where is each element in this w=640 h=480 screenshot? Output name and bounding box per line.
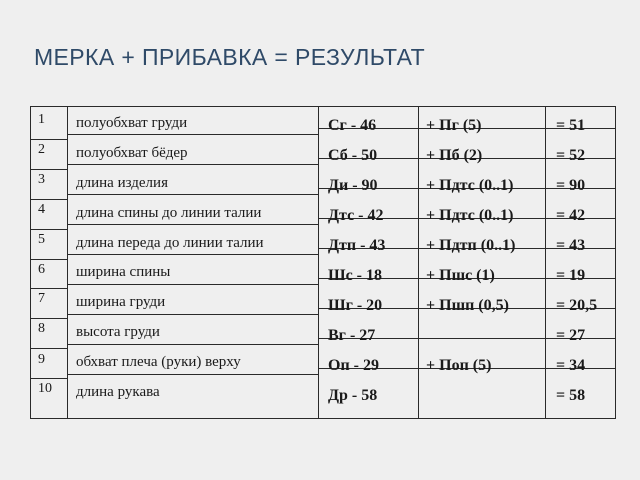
row-number: 3	[38, 172, 45, 187]
table-border-top	[30, 106, 616, 107]
row-number: 9	[38, 352, 45, 367]
row-divider	[30, 288, 68, 289]
measure-value: Сг - 46	[328, 117, 377, 134]
parameter-name: ширина спины	[76, 264, 171, 280]
result-value: = 51	[556, 117, 586, 134]
row-number: 10	[38, 381, 52, 396]
table-border-bottom	[30, 418, 616, 419]
result-value: = 34	[556, 357, 586, 374]
allowance-value: + Поп (5)	[426, 357, 492, 374]
row-number: 2	[38, 142, 45, 157]
parameter-name: высота груди	[76, 324, 160, 340]
parameter-name: длина переда до линии талии	[76, 235, 264, 251]
slide-title: МЕРКА + ПРИБАВКА = РЕЗУЛЬТАТ	[34, 44, 426, 70]
measure-value: Ди - 90	[328, 177, 378, 194]
parameter-name: полуобхват груди	[76, 115, 188, 131]
table-border-left	[30, 106, 31, 419]
row-divider	[67, 194, 319, 195]
row-divider	[67, 344, 319, 345]
parameter-name: длина спины до линии талии	[76, 205, 262, 221]
row-divider	[30, 139, 68, 140]
parameter-name: полуобхват бёдер	[76, 145, 188, 161]
row-divider	[30, 259, 68, 260]
allowance-value: + Пшп (0,5)	[426, 297, 509, 314]
measure-value: Дтп - 43	[328, 237, 386, 254]
row-number: 8	[38, 321, 45, 336]
result-value: = 90	[556, 177, 586, 194]
parameter-name: длина изделия	[76, 175, 168, 191]
parameter-name: обхват плеча (руки) верху	[76, 354, 241, 370]
allowance-value: + Пдтп (0..1)	[426, 237, 516, 254]
table-border-right	[615, 106, 616, 419]
row-divider	[67, 134, 319, 135]
measure-value: Сб - 50	[328, 147, 378, 164]
row-divider	[30, 199, 68, 200]
measure-value: Дтс - 42	[328, 207, 384, 224]
allowance-value: + Пдтс (0..1)	[426, 177, 514, 194]
result-value: = 58	[556, 387, 586, 404]
allowance-value: + Пг (5)	[426, 117, 482, 134]
row-number: 1	[38, 112, 45, 127]
row-divider	[67, 164, 319, 165]
row-number: 4	[38, 202, 45, 217]
measure-value: Др - 58	[328, 387, 378, 404]
row-divider	[30, 169, 68, 170]
row-divider	[67, 254, 319, 255]
allowance-value: + Пдтс (0..1)	[426, 207, 514, 224]
measure-value: Шс - 18	[328, 267, 382, 284]
measure-value: Шг - 20	[328, 297, 383, 314]
row-number: 6	[38, 262, 45, 277]
row-divider	[30, 378, 68, 379]
row-number: 5	[38, 232, 45, 247]
result-value: = 20,5	[556, 297, 598, 314]
measure-value: Оп - 29	[328, 357, 379, 374]
parameter-name: ширина груди	[76, 294, 166, 310]
row-number: 7	[38, 291, 45, 306]
result-value: = 52	[556, 147, 586, 164]
result-value: = 19	[556, 267, 586, 284]
row-divider	[30, 318, 68, 319]
measure-value: Вг - 27	[328, 327, 376, 344]
row-divider	[67, 374, 319, 375]
row-divider	[67, 224, 319, 225]
allowance-value: + Пшс (1)	[426, 267, 495, 284]
parameter-name: длина рукава	[76, 384, 160, 400]
row-divider	[67, 284, 319, 285]
row-divider	[67, 314, 319, 315]
column-divider	[318, 106, 319, 419]
allowance-value: + Пб (2)	[426, 147, 483, 164]
column-divider	[418, 106, 419, 419]
result-value: = 27	[556, 327, 586, 344]
result-value: = 43	[556, 237, 586, 254]
row-divider	[30, 229, 68, 230]
row-divider	[30, 348, 68, 349]
column-divider	[545, 106, 546, 419]
column-divider	[67, 106, 68, 419]
result-value: = 42	[556, 207, 586, 224]
